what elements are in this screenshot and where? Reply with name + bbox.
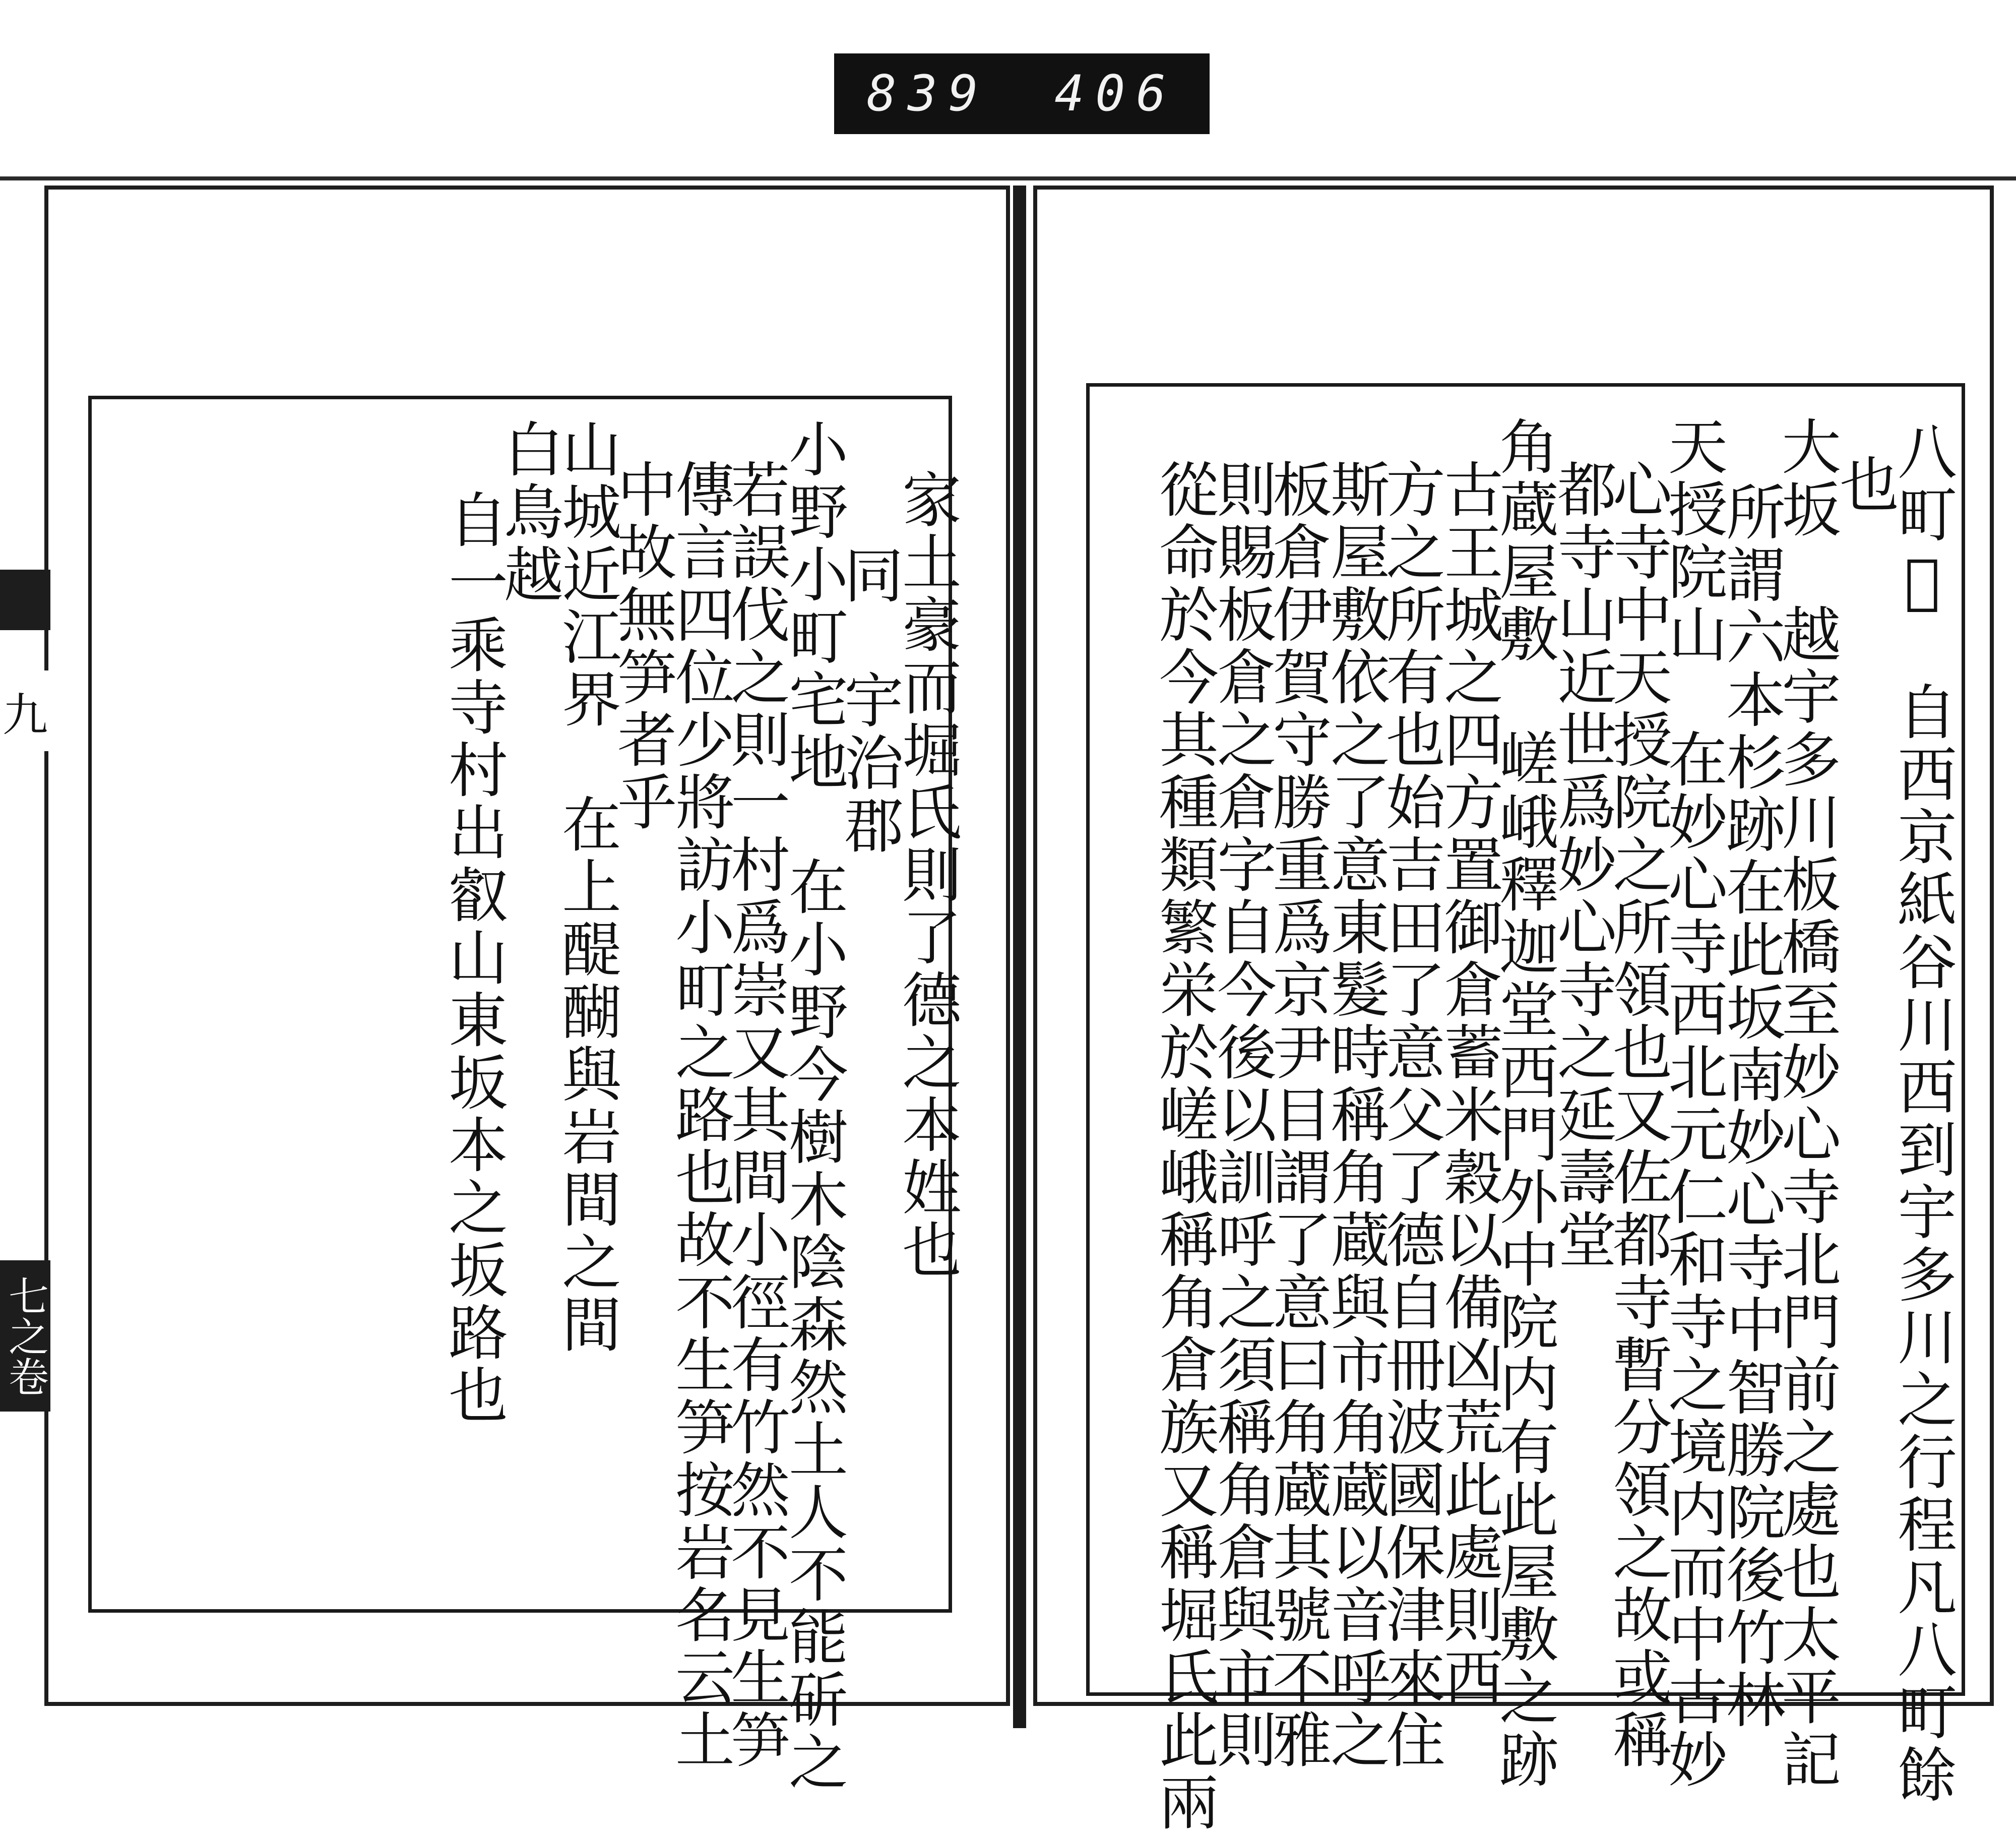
left-column-5: 傳言四位少將訪小町之路也故不生笋按岩名云土	[665, 459, 735, 1771]
right-column-1: 八町𨖚 自西京紙谷川西到宇多川之行程凡八町餘	[1887, 421, 1957, 1806]
right-column-5: 天授院山 在妙心寺西北元仁和寺之境内而中古妙	[1658, 416, 1728, 1791]
right-column-4: 所謂六本杉跡在此坂南妙心寺中智勝院後竹林	[1716, 481, 1786, 1732]
scan-number-left: 839	[866, 65, 989, 123]
right-column-7: 都寺山近世爲妙心寺之延壽堂	[1547, 459, 1617, 1271]
scan-number-right: 406	[1054, 65, 1177, 123]
right-column-13: 則賜板倉之倉字自今後以訓呼之須稱角倉與市則	[1207, 459, 1277, 1771]
volume-label: 七之卷	[0, 1260, 50, 1412]
left-column-3: 小野小町宅地 在小野今樹木陰森然土人不能斫之	[779, 418, 848, 1794]
left-column-1: 家土豪而堀氏則了德之本姓也	[892, 469, 962, 1281]
fold-label: 九	[0, 670, 50, 751]
right-column-8: 角蔵屋敷 嵯峨釋迦堂西門外中院内有此屋敷之跡	[1489, 416, 1559, 1791]
left-column-8: 白鳥越	[494, 418, 563, 606]
left-column-4: 若誤伐之則一村爲崇又其間小徑有竹然不見生笋	[721, 459, 790, 1771]
left-column-7: 山城近江界 在上醍醐與岩間之間	[552, 418, 621, 1356]
right-column-11: 斯屋敷依之了意東髮時稱角蔵與市角蔵以音呼之	[1320, 459, 1390, 1771]
right-column-3: 大坂 越宇多川板橋至妙心寺北門前之處也太平記	[1772, 416, 1841, 1791]
book-gutter	[1013, 186, 1026, 1728]
right-column-10: 方之所有也始吉田了意父了德自冊波國保津來住	[1376, 459, 1445, 1771]
right-column-14: 從命於今其種類繁栄於嵯峨稱角倉族又稱堀氏此兩	[1149, 459, 1219, 1834]
margin-tab-dark	[0, 570, 50, 630]
right-column-12: 板倉伊賀守勝重爲京尹目謂了意曰角蔵其號不雅	[1263, 459, 1332, 1771]
left-column-2: 同 宇治郡	[834, 544, 904, 857]
right-column-2: 也	[1830, 454, 1899, 516]
left-column-6: 中故無笋者乎	[607, 459, 677, 834]
right-column-9: 古王城之四方置御倉蓄米穀以備凶荒此處則西	[1434, 459, 1503, 1709]
scan-number-label	[834, 53, 1210, 134]
right-column-6: 心寺中天授院之所領也又佐都寺暫分領之故或稱	[1603, 459, 1672, 1771]
top-rule	[0, 176, 2016, 180]
left-column-9: 自一乘寺村出叡山東坂本之坂路也	[438, 489, 508, 1427]
